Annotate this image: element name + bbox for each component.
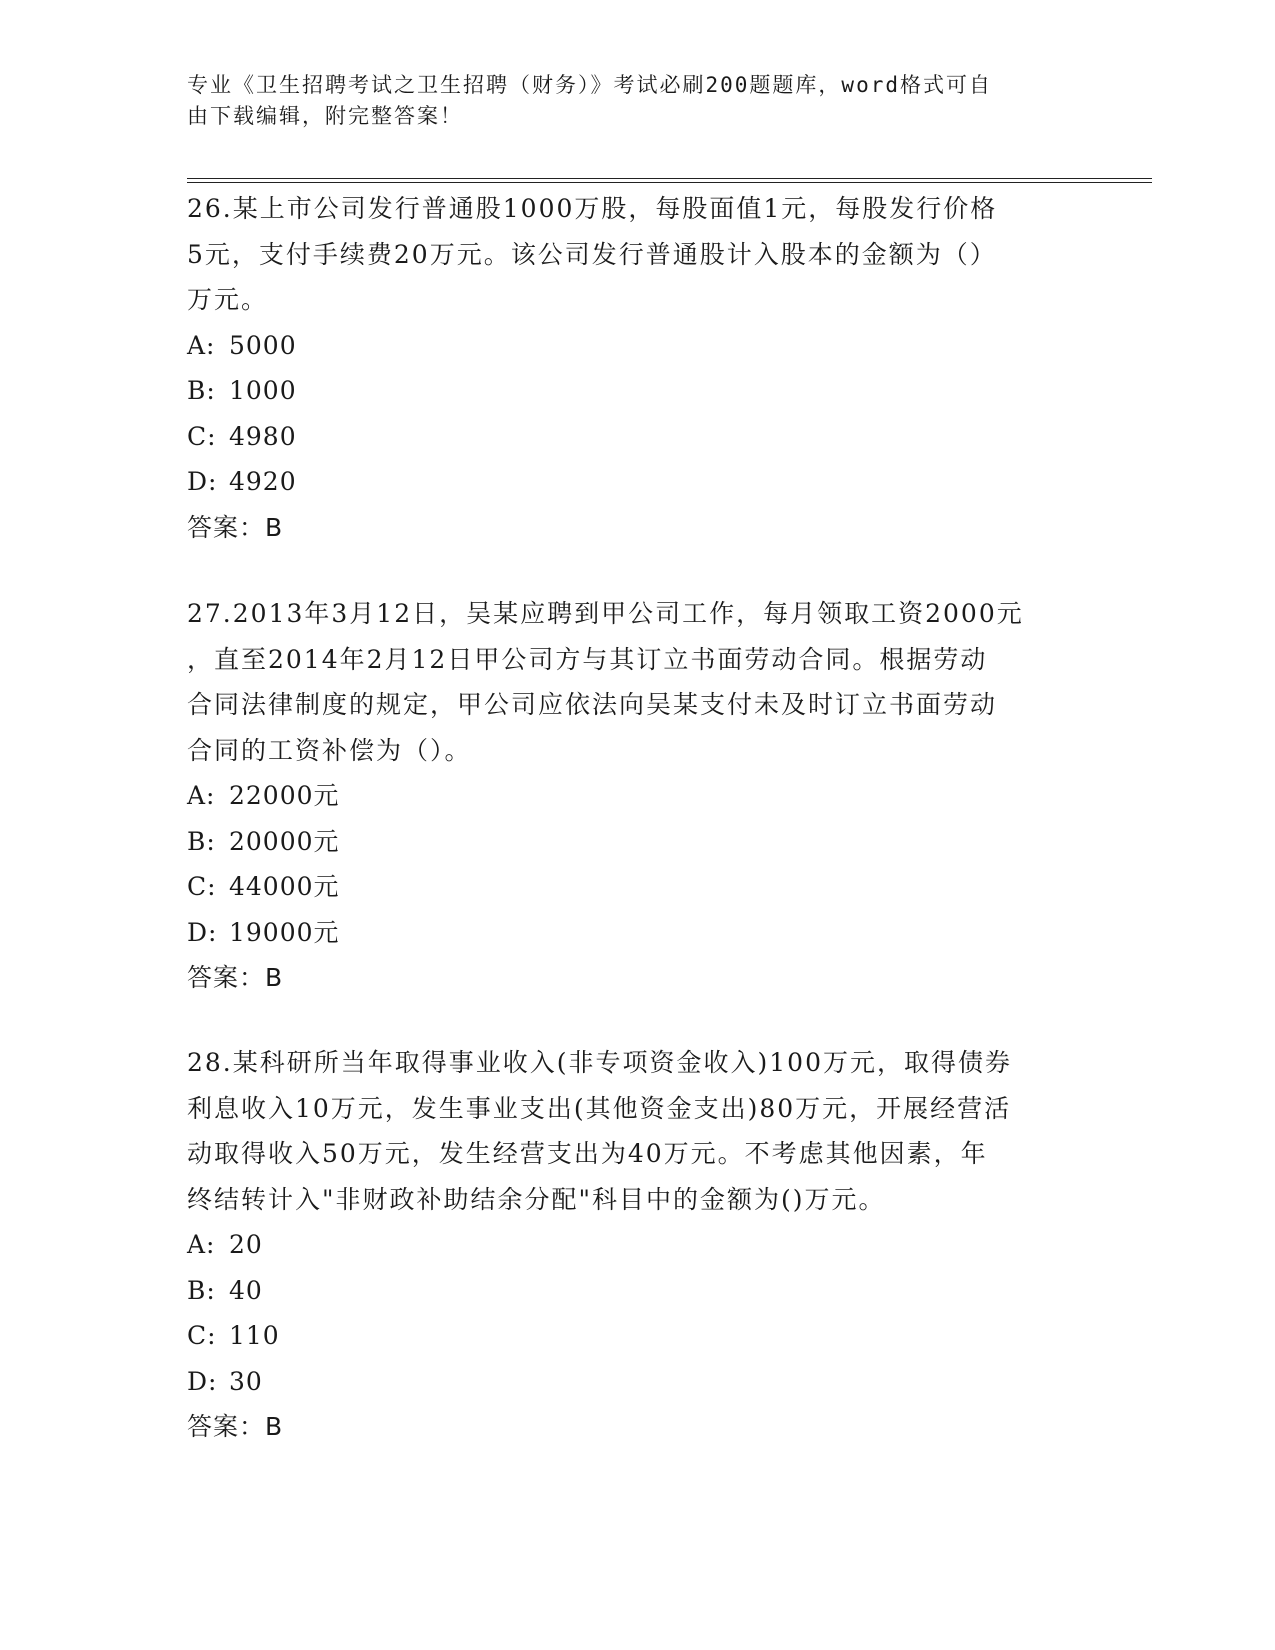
- option-letter: A:: [187, 781, 216, 810]
- header-divider-bottom: [187, 182, 1152, 183]
- option-text: 20000元: [229, 826, 340, 856]
- question-text-line: 动取得收入50万元，发生经营支出为40万元。不考虑其他因素，年: [187, 1139, 988, 1168]
- question-27: [187, 591, 1087, 1001]
- option-b: [187, 819, 1087, 865]
- answer-label: 答案：B: [187, 963, 284, 992]
- question-text-line: 5元，支付手续费20万元。该公司发行普通股计入股本的金额为（）: [187, 239, 997, 269]
- option-a: [187, 773, 1087, 819]
- question-text-line: 27.2013年3月12日，吴某应聘到甲公司工作，每月领取工资2000元: [187, 599, 1024, 628]
- option-d: [187, 1359, 1087, 1405]
- option-d: [187, 910, 1087, 956]
- header-line-1: 专业《卫生招聘考试之卫生招聘（财务）》考试必刷200题题库，word格式可自: [187, 73, 992, 97]
- option-letter: B:: [187, 826, 216, 856]
- option-letter: A:: [187, 1230, 216, 1259]
- question-28: [187, 1040, 1087, 1450]
- option-letter: C:: [187, 1321, 217, 1350]
- option-text: 1000: [229, 376, 297, 405]
- answer-label: 答案：B: [187, 512, 284, 542]
- question-text-line: 合同的工资补偿为（）。: [187, 735, 472, 765]
- option-text: 4980: [229, 421, 297, 451]
- option-letter: D:: [187, 917, 218, 947]
- option-text: 4920: [229, 467, 297, 496]
- question-text-line: ，直至2014年2月12日甲公司方与其订立书面劳动合同。根据劳动: [187, 644, 988, 674]
- option-a: [187, 323, 1087, 369]
- option-text: 30: [229, 1366, 263, 1396]
- option-text: 19000元: [229, 917, 340, 947]
- header-line-2: 由下载编辑，附完整答案！: [187, 104, 463, 128]
- option-a: [187, 1222, 1087, 1268]
- option-d: [187, 459, 1087, 505]
- option-text: 40: [229, 1275, 263, 1305]
- option-letter: D:: [187, 467, 218, 496]
- question-text-line: 万元。: [187, 285, 269, 314]
- option-b: [187, 368, 1087, 414]
- option-text: 22000元: [229, 781, 340, 810]
- document-header: [187, 70, 1067, 132]
- question-text-line: 合同法律制度的规定，甲公司应依法向吴某支付未及时订立书面劳动: [187, 690, 998, 719]
- option-c: [187, 864, 1087, 910]
- question-text-line: 利息收入10万元，发生事业支出(其他资金支出)80万元，开展经营活: [187, 1093, 1012, 1123]
- question-text-line: 26.某上市公司发行普通股1000万股，每股面值1元，每股发行价格: [187, 194, 998, 223]
- option-text: 44000元: [229, 872, 340, 901]
- option-letter: D:: [187, 1366, 218, 1396]
- option-letter: C:: [187, 421, 217, 451]
- option-letter: A:: [187, 330, 216, 360]
- answer-label: 答案：B: [187, 1412, 284, 1441]
- option-letter: B:: [187, 376, 216, 405]
- header-divider-top: [187, 178, 1152, 179]
- option-letter: B:: [187, 1275, 216, 1305]
- option-c: [187, 1313, 1087, 1359]
- option-text: 110: [229, 1321, 280, 1350]
- option-c: [187, 414, 1087, 460]
- option-text: 20: [229, 1230, 263, 1259]
- option-letter: C:: [187, 872, 217, 901]
- question-26: [187, 186, 1087, 550]
- option-b: [187, 1268, 1087, 1314]
- option-text: 5000: [229, 330, 297, 360]
- question-text-line: 28.某科研所当年取得事业收入(非专项资金收入)100万元，取得债券: [187, 1048, 1012, 1077]
- question-text-line: 终结转计入"非财政补助结余分配"科目中的金额为()万元。: [187, 1184, 886, 1214]
